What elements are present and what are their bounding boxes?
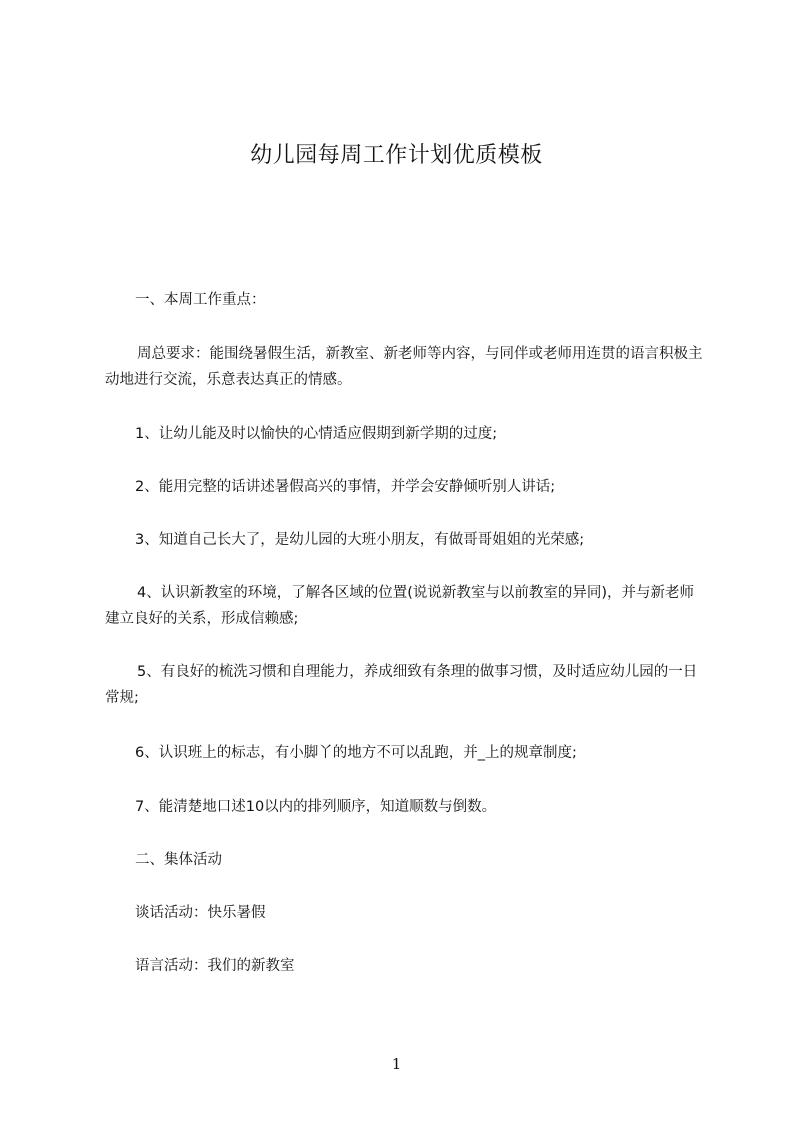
list-item-goal-4: 4、认识新教室的环境，了解各区域的位置(说说新教室与以前教室的异同)，并与新老师建立良好的关系，形成信赖感;: [105, 585, 695, 627]
list-item-goal-6: 6、认识班上的标志，有小脚丫的地方不可以乱跑，并_上的规章制度;: [135, 745, 577, 761]
list-item-goal-2: 2、能用完整的话讲述暑假高兴的事情，并学会安静倾听别人讲话;: [135, 479, 556, 495]
page-number: 1: [391, 1055, 402, 1073]
activity-language: 语言活动：我们的新教室: [135, 958, 295, 974]
list-item-goal-7: 7、能清楚地口述10以内的排列顺序，知道顺数与倒数。: [135, 799, 497, 815]
section-heading-group-activities: 二、集体活动: [135, 852, 222, 868]
list-item-goal-5: 5、有良好的梳洗习惯和自理能力，养成细致有条理的做事习惯，及时适应幼儿园的一日常规;: [105, 664, 698, 706]
document-title: 幼儿园每周工作计划优质模板: [250, 143, 543, 168]
list-item-goal-1: 1、让幼儿能及时以愉快的心情适应假期到新学期的过度;: [135, 426, 498, 442]
activity-talk: 谈话活动：快乐暑假: [135, 905, 266, 921]
paragraph-weekly-requirements: 周总要求：能围绕暑假生活，新教室、新老师等内容，与同伴或老师用连贯的语言积极主动地进行交流，乐意表达真正的情感。: [105, 346, 703, 388]
section-heading-work-focus: 一、本周工作重点：: [135, 292, 266, 308]
list-item-goal-3: 3、知道自己长大了，是幼儿园的大班小朋友，有做哥哥姐姐的光荣感;: [135, 532, 585, 548]
